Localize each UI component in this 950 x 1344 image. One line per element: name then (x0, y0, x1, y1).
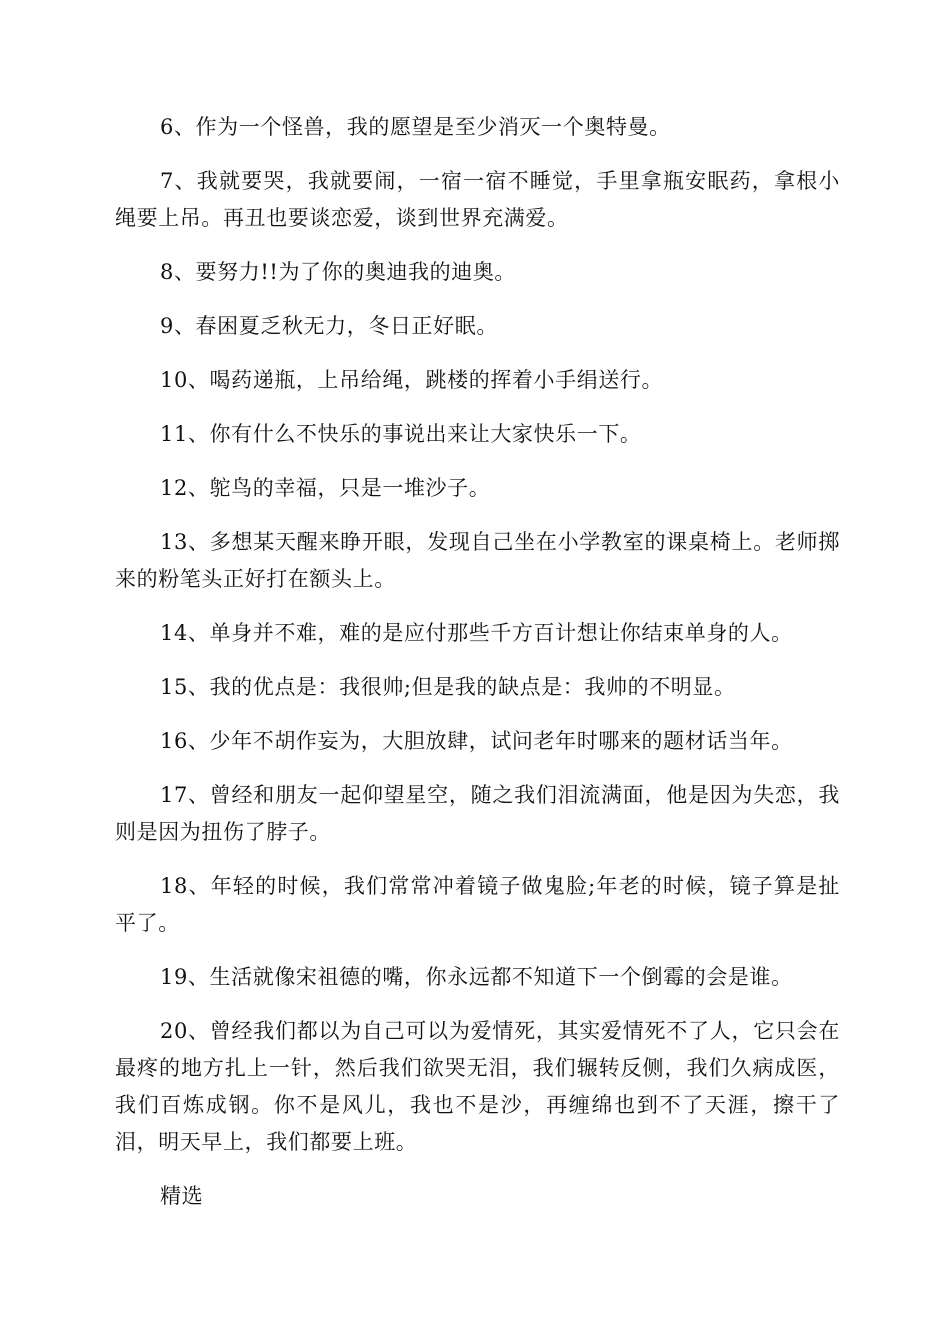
paragraph-15: 15、我的优点是：我很帅;但是我的缺点是：我帅的不明显。 (160, 675, 736, 699)
paragraph-16: 16、少年不胡作妄为，大胆放肆，试问老年时哪来的题材话当年。 (160, 729, 793, 753)
document-body (115, 109, 840, 1232)
paragraph-9: 9、春困夏乏秋无力，冬日正好眠。 (160, 314, 498, 338)
paragraph-18: 18、年轻的时候，我们常常冲着镜子做鬼脸;年老的时候，镜子算是扯平了。 (115, 874, 840, 935)
paragraph-13: 13、多想某天醒来睁开眼，发现自己坐在小学教室的课桌椅上。老师掷来的粉笔头正好打在额头上。 (115, 530, 840, 591)
paragraph-11: 11、你有什么不快乐的事说出来让大家快乐一下。 (160, 422, 642, 446)
paragraph-12: 12、鸵鸟的幸福，只是一堆沙子。 (160, 476, 491, 500)
paragraph-19: 19、生活就像宋祖德的嘴，你永远都不知道下一个倒霉的会是谁。 (160, 965, 793, 989)
paragraph-10: 10、喝药递瓶，上吊给绳，跳楼的挥着小手绢送行。 (160, 368, 664, 392)
paragraph-20: 20、曾经我们都以为自己可以为爱情死，其实爱情死不了人，它只会在最疼的地方扎上一针，然后我们欲哭无泪，我们辗转反侧，我们久病成医，我们百炼成钢。你不是风儿，我也不是沙，再缠绵也到不了天涯，擦干了泪，明天早上，我们都要上班。 (115, 1019, 840, 1154)
paragraph-6: 6、作为一个怪兽，我的愿望是至少消灭一个奥特曼。 (160, 115, 671, 139)
paragraph-17: 17、曾经和朋友一起仰望星空，随之我们泪流满面，他是因为失恋，我则是因为扭伤了脖子。 (115, 783, 840, 844)
paragraph-7: 7、我就要哭，我就要闹，一宿一宿不睡觉，手里拿瓶安眠药，拿根小绳要上吊。再丑也要谈恋爱，谈到世界充满爱。 (115, 169, 840, 230)
section-heading-featured: 精选 (160, 1184, 204, 1208)
paragraph-8: 8、要努力!!为了你的奥迪我的迪奥。 (160, 260, 517, 284)
paragraph-14: 14、单身并不难，难的是应付那些千方百计想让你结束单身的人。 (160, 621, 793, 645)
